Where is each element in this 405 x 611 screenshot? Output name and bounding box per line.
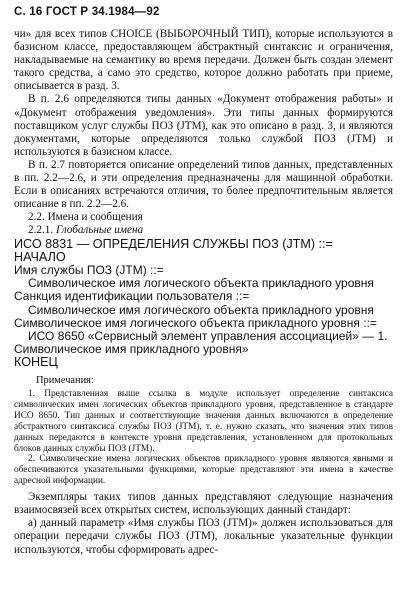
note-1: 1. Представленная выше ссылка в модуле использует определение синтаксиса символических имен логических объектов прикладного уровня, представленное в стандарте ИСО 8650. Тип данных и соответствующие значения данных включаются в определение абстрактного синтаксиса службы ПОЗ (JTM), т. е. нужно сказать, что значения этих типов данных передаются в контексте уровня представления, установленном для протокольных блоков данных службы ПОЗ (JTM). <box>14 389 393 454</box>
asn-line-symbolic-name-def: Символическое имя логического объекта прикладного уровня ::= <box>14 315 377 330</box>
asn-end: КОНЕЦ <box>14 355 58 370</box>
section-heading: 2.2. Имена и сообщения <box>28 211 143 224</box>
asn-module-definition: ИСО 8831 — ОПРЕДЕЛЕНИЯ СЛУЖБЫ ПОЗ (JTM) ::= <box>14 236 333 251</box>
asn-line-symbolic-name-2: Символическое имя логического объекта прикладного уровня <box>28 302 374 317</box>
paragraph-item-a: а) данный параметр «Имя службы ПОЗ (JTM)» должен использоваться для операции передачи службы ПОЗ (JTM), локальные указательные функции используются, чтобы сформировать адрес- <box>14 517 393 556</box>
asn-line-symbolic-name-1: Символическое имя логического объекта прикладного уровня <box>28 276 374 291</box>
asn-line-iso-8650: ИСО 8650 «Сервисный элемент управления ассоциацией» — 1. Символическое имя прикладного уровня» <box>14 328 388 357</box>
subsection-title: Глобальные имена <box>55 224 144 237</box>
subsection-heading <box>28 224 393 237</box>
subsection-number: 2.2.1. <box>28 224 54 237</box>
paragraph-section-2-7: В п. 2.7 повторяется описание определений типов данных, представленных в пп. 2.2—2.6, и эти определения предназначены для машинной обработки. Если в описаниях встречаются отличия, то более предпочтительным является описание в пп. 2.2—2.6. <box>14 158 393 211</box>
paragraph-section-2-6: В п. 2.6 определяются типы данных «Документ отображения работы» и «Документ отображения уведомления». Эти типы данных формируются поставщиком услуг службы ПОЗ (JTM), как это описано в разд. 3, и являются документами, которые определяются только службой ПОЗ (JTM) и используются в базисном классе. <box>14 93 393 158</box>
asn-line-service-name: Имя службы ПОЗ (JTM) ::= <box>14 262 164 277</box>
asn-begin: НАЧАЛО <box>14 249 66 264</box>
notes-heading: Примечания: <box>36 374 94 386</box>
note-2: 2. Символические имена логических объектов прикладного уровня являются явными и обеспечиваются указательными функциями, которые представляют эти имена в качестве адресной информации. <box>14 454 393 487</box>
page-header: С. 16 ГОСТ Р 34.1984—92 <box>14 6 160 18</box>
asn-line-user-sanction: Санкция идентификации пользователя ::= <box>14 289 250 304</box>
paragraph-instances: Экземпляры таких типов данных представляют следующие назначения взаимосвязей всех открытых систем, использующих данный стандарт: <box>14 491 393 517</box>
paragraph-continuation: чи» для всех типов CHOICE (ВЫБОРОЧНЫЙ ТИП), которые используются в базисном классе, предоставляющем абстрактный синтаксис и ограничения, накладываемые на семантику во время передачи. Должен быть создан элемент такого средства, а само это средство, которое должно работать при приеме, описывается в разд. 3. <box>14 28 393 93</box>
